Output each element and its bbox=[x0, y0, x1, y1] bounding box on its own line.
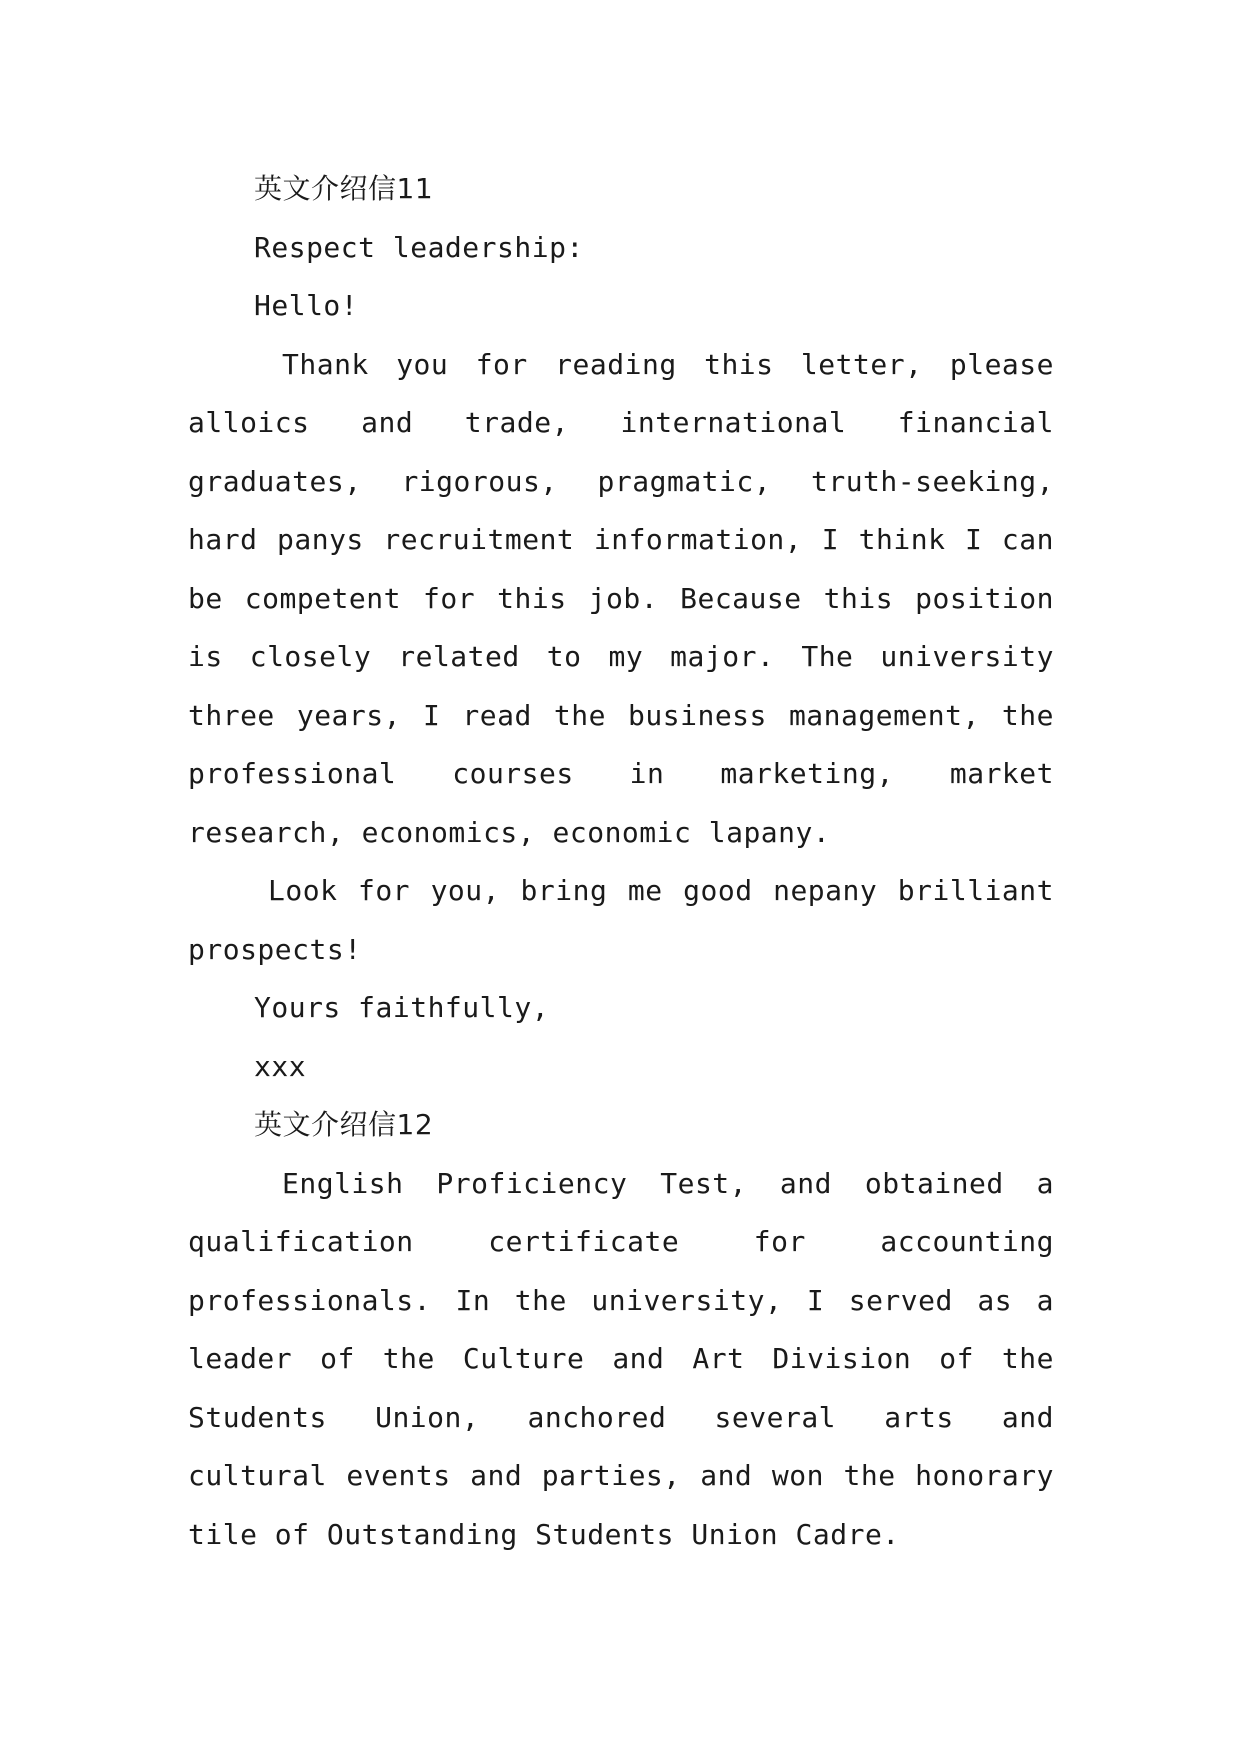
letter-11-salutation: Respect leadership: bbox=[254, 230, 584, 264]
document-content bbox=[188, 160, 1054, 1564]
letter-11-heading: 英文介绍信11 bbox=[254, 172, 434, 205]
letter-11-signoff: Yours faithfully, bbox=[254, 991, 550, 1024]
letter-11-body: Thank you for reading this letter, please alloics and trade, international financial graduates, rigorous, pragmatic, truth-seeking, hard panys recruitment information, I think I can be competent for this job. Because this position is closely related to my major. The university three years, I read the business management, the professional courses in marketing, market research, economics, economic lapany. bbox=[188, 347, 1054, 849]
letter-12-heading: 英文介绍信12 bbox=[254, 1108, 434, 1141]
letter-12-body: English Proficiency Test, and obtained a qualification certificate for accounting professionals. In the university, I served as a leader of the Culture and Art Division of the Students Union, anchored several arts and cultural events and parties, and won the honorary tile of Outstanding Students Union Cadre. bbox=[188, 1166, 1054, 1551]
letter-11-greeting: Hello! bbox=[254, 289, 359, 322]
letter-11-signature: xxx bbox=[254, 1049, 307, 1083]
letter-11-closing-paragraph: Look for you, bring me good nepany brilliant prospects! bbox=[188, 874, 1054, 966]
